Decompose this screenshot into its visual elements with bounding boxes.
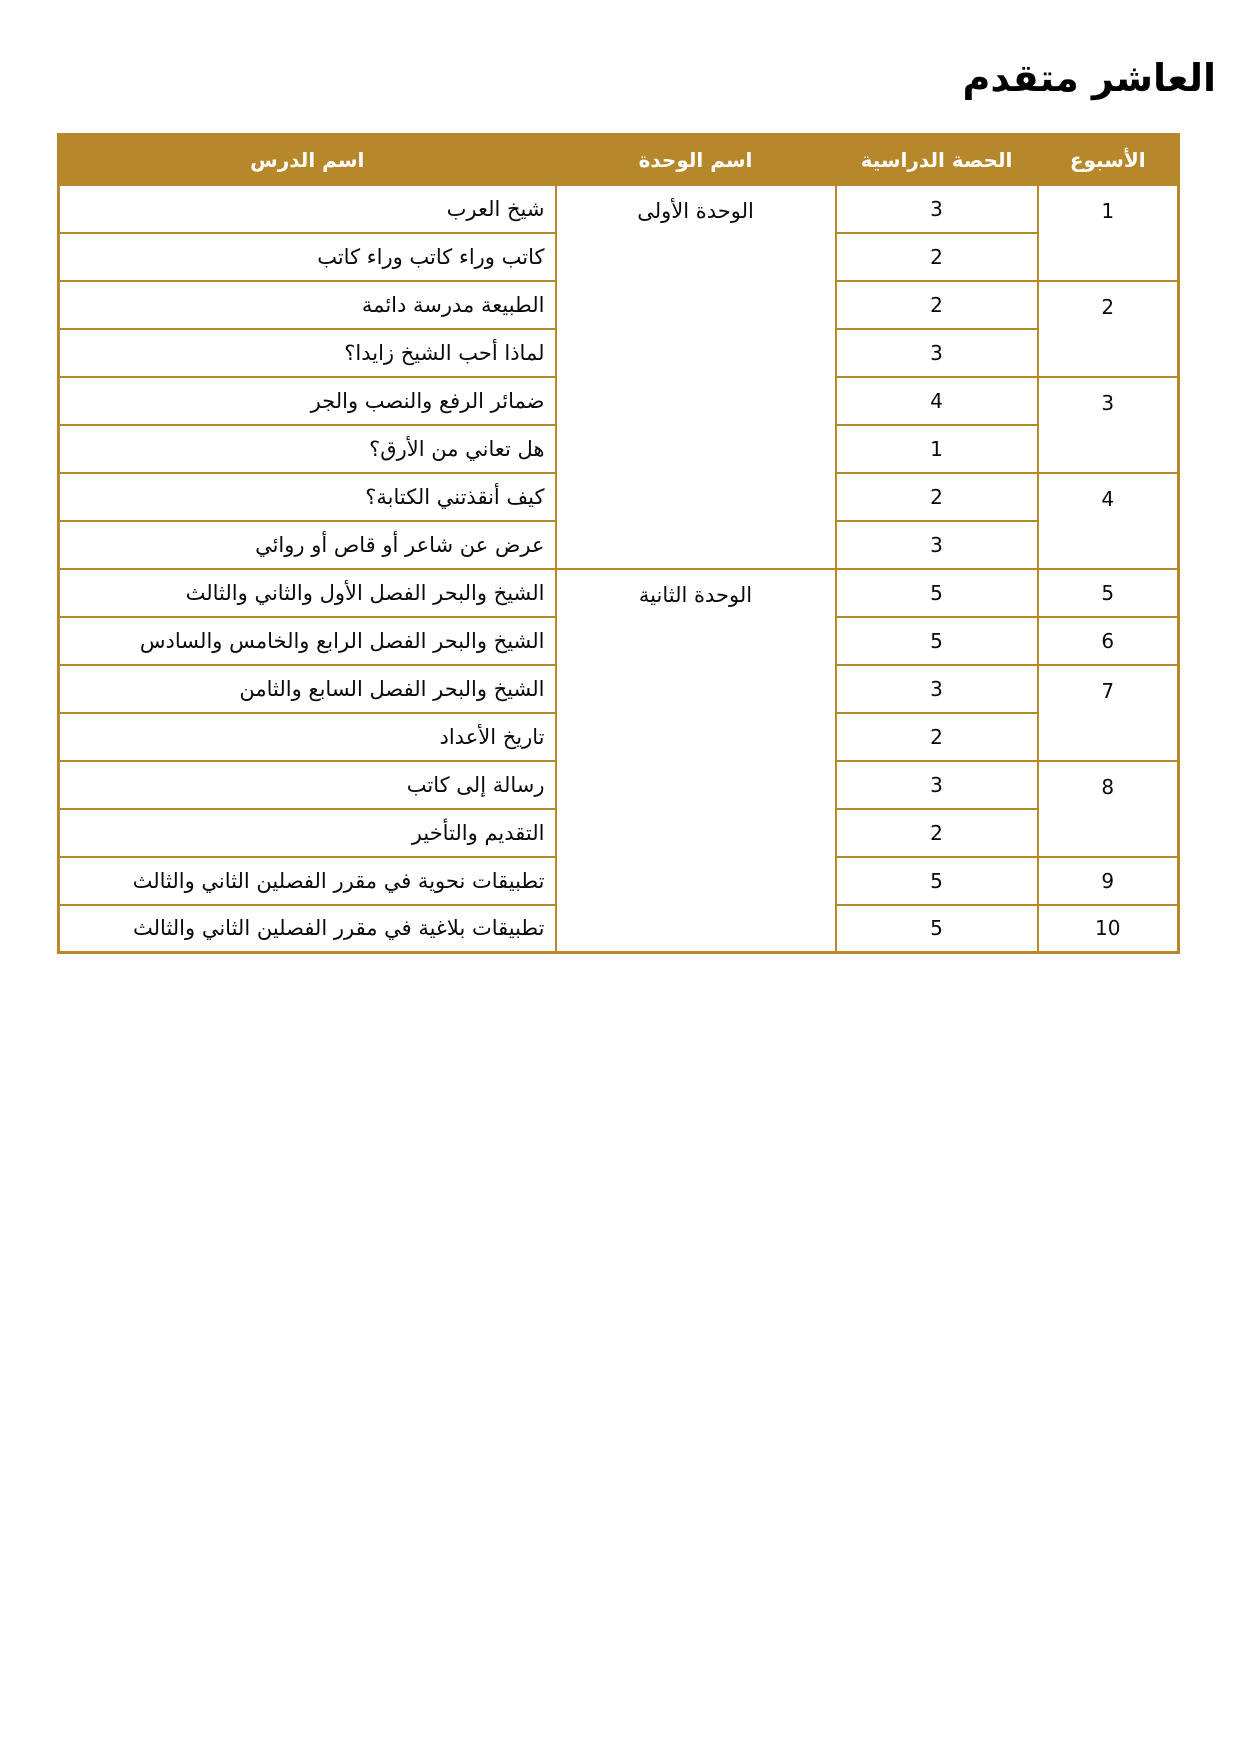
periods-cell: 3	[836, 665, 1038, 713]
periods-cell: 5	[836, 905, 1038, 953]
lesson-cell: الطبيعة مدرسة دائمة	[59, 281, 556, 329]
lesson-cell: تاريخ الأعداد	[59, 713, 556, 761]
periods-cell: 5	[836, 569, 1038, 617]
table-row	[59, 185, 1179, 233]
unit-cell: الوحدة الثانية	[556, 569, 836, 953]
page-title: العاشر متقدم	[962, 56, 1216, 100]
lesson-cell: الشيخ والبحر الفصل الأول والثاني والثالث	[59, 569, 556, 617]
lesson-cell: الشيخ والبحر الفصل السابع والثامن	[59, 665, 556, 713]
col-header-week: الأسبوع	[1038, 135, 1179, 185]
periods-cell: 3	[836, 521, 1038, 569]
lesson-cell: عرض عن شاعر أو قاص أو روائي	[59, 521, 556, 569]
lesson-cell: كيف أنقذتني الكتابة؟	[59, 473, 556, 521]
periods-cell: 2	[836, 809, 1038, 857]
lesson-cell: تطبيقات نحوية في مقرر الفصلين الثاني والثالث	[59, 857, 556, 905]
lesson-cell: شيخ العرب	[59, 185, 556, 233]
lesson-cell: ضمائر الرفع والنصب والجر	[59, 377, 556, 425]
lesson-cell: رسالة إلى كاتب	[59, 761, 556, 809]
week-cell: 5	[1038, 569, 1179, 617]
week-cell: 9	[1038, 857, 1179, 905]
lesson-cell: لماذا أحب الشيخ زايدا؟	[59, 329, 556, 377]
table-header-row	[59, 135, 1179, 185]
periods-cell: 2	[836, 473, 1038, 521]
week-cell: 3	[1038, 377, 1179, 473]
table-row	[59, 569, 1179, 617]
curriculum-schedule-table	[57, 133, 1180, 954]
periods-cell: 3	[836, 329, 1038, 377]
lesson-cell: هل تعاني من الأرق؟	[59, 425, 556, 473]
periods-cell: 5	[836, 617, 1038, 665]
col-header-period: الحصة الدراسية	[836, 135, 1038, 185]
col-header-unit: اسم الوحدة	[556, 135, 836, 185]
lesson-cell: التقديم والتأخير	[59, 809, 556, 857]
periods-cell: 2	[836, 281, 1038, 329]
week-cell: 2	[1038, 281, 1179, 377]
lesson-cell: تطبيقات بلاغية في مقرر الفصلين الثاني والثالث	[59, 905, 556, 953]
col-header-lesson: اسم الدرس	[59, 135, 556, 185]
lesson-cell: كاتب وراء كاتب وراء كاتب	[59, 233, 556, 281]
periods-cell: 3	[836, 761, 1038, 809]
week-cell: 10	[1038, 905, 1179, 953]
periods-cell: 2	[836, 713, 1038, 761]
week-cell: 4	[1038, 473, 1179, 569]
week-cell: 7	[1038, 665, 1179, 761]
periods-cell: 1	[836, 425, 1038, 473]
week-cell: 6	[1038, 617, 1179, 665]
week-cell: 1	[1038, 185, 1179, 281]
lesson-cell: الشيخ والبحر الفصل الرابع والخامس والسادس	[59, 617, 556, 665]
periods-cell: 4	[836, 377, 1038, 425]
periods-cell: 2	[836, 233, 1038, 281]
periods-cell: 5	[836, 857, 1038, 905]
unit-cell: الوحدة الأولى	[556, 185, 836, 569]
week-cell: 8	[1038, 761, 1179, 857]
periods-cell: 3	[836, 185, 1038, 233]
